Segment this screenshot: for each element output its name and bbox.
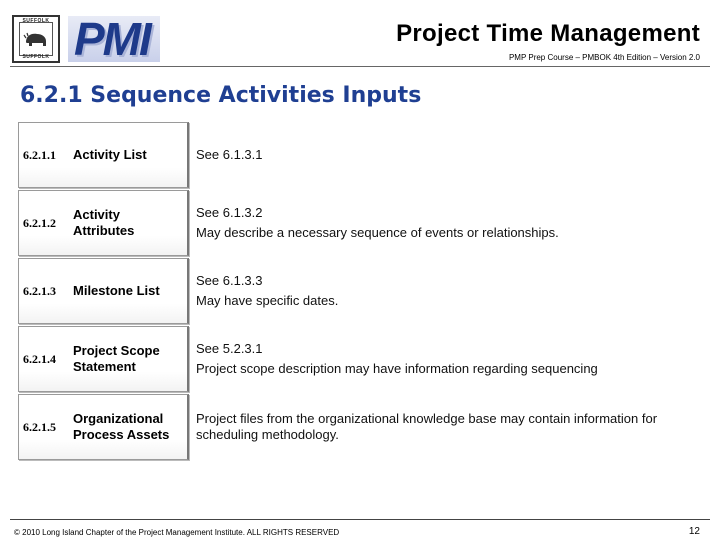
input-label-cell: [18, 122, 189, 188]
input-description: [196, 258, 710, 324]
pmi-wordmark: PMI: [68, 16, 160, 62]
input-label-cell: [18, 326, 189, 392]
description-line: See 5.2.3.1: [196, 341, 263, 356]
page-number: 12: [688, 526, 700, 537]
input-label-cell: [18, 258, 189, 324]
inputs-table: [18, 122, 710, 462]
input-number: 6.2.1.4: [23, 351, 56, 366]
description-line: May have specific dates.: [196, 293, 339, 308]
table-row: [18, 190, 710, 258]
description-line: Project files from the organizational knowledge base may contain information for scheduling methodology.: [196, 411, 658, 442]
page-title: Project Time Management: [396, 20, 700, 47]
table-row: [18, 258, 710, 326]
input-number: 6.2.1.5: [23, 419, 56, 434]
footer-divider: [10, 519, 710, 520]
description-line: Project scope description may have information regarding sequencing: [196, 361, 598, 376]
seal-bottom-text: SUFFOLK: [22, 54, 50, 60]
input-name: Activity Attributes: [73, 207, 135, 238]
description-line: May describe a necessary sequence of events or relationships.: [196, 225, 559, 240]
input-name: Organizational Process Assets: [73, 411, 170, 442]
input-name: Milestone List: [73, 283, 160, 298]
table-row: [18, 122, 710, 190]
description-line: See 6.1.3.2: [196, 205, 263, 220]
input-description: [196, 190, 710, 256]
input-number: 6.2.1.3: [23, 283, 56, 298]
course-subtitle: PMP Prep Course – PMBOK 4th Edition – Version 2.0: [508, 53, 700, 62]
input-label-cell: [18, 394, 189, 460]
input-name: Project Scope Statement: [73, 343, 160, 374]
chapter-seal: [12, 15, 60, 63]
buffalo-icon: [19, 22, 53, 56]
input-name: Activity List: [73, 147, 147, 162]
table-row: [18, 394, 710, 462]
input-description: [196, 326, 710, 392]
header-divider: [10, 66, 710, 67]
input-number: 6.2.1.1: [23, 147, 56, 162]
input-number: 6.2.1.2: [23, 215, 56, 230]
input-label-cell: [18, 190, 189, 256]
pmi-logo: [12, 12, 220, 66]
section-heading: 6.2.1 Sequence Activities Inputs: [20, 83, 422, 108]
seal-top-text: SUFFOLK: [22, 18, 50, 24]
table-row: [18, 326, 710, 394]
copyright-notice: © 2010 Long Island Chapter of the Project Management Institute. ALL RIGHTS RESERVED: [14, 528, 340, 537]
input-description: [196, 394, 710, 460]
description-line: See 6.1.3.1: [196, 147, 263, 162]
description-line: See 6.1.3.3: [196, 273, 263, 288]
input-description: [196, 122, 710, 188]
